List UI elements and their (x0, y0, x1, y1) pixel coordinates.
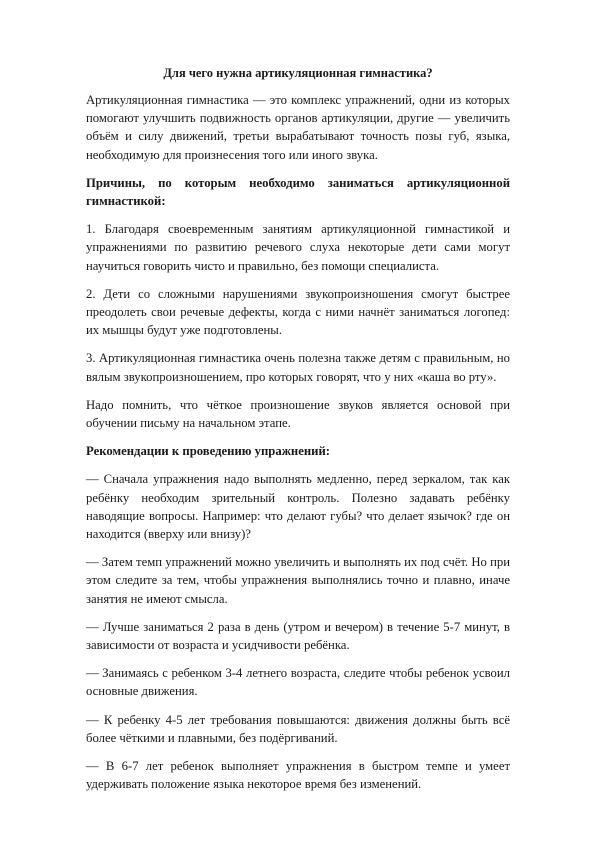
document-title: Для чего нужна артикуляционная гимнастика? (163, 66, 433, 80)
recommendation-item-1: — Сначала упражнения надо выполнять медленно, перед зеркалом, так как ребёнку необходим зрительный контроль. Полезно задавать ребёнку наводящие вопросы. Например: что делают губы? что делает язычок? где он находится (вверху или внизу)? (86, 472, 510, 542)
recommendation-item-3: — Лучше заниматься 2 раза в день (утром и вечером) в течение 5-7 минут, в зависимости от возраста и усидчивости ребёнка. (86, 619, 510, 653)
recommendation-item-6: — В 6-7 лет ребенок выполняет упражнения в быстром темпе и умеет удерживать положение языка некоторое время без изменений. (86, 759, 510, 792)
reminder-paragraph: Надо помнить, что чёткое произношение звуков является основой при обучении письму на начальном этапе. (86, 397, 510, 431)
recommendations-heading: Рекомендации к проведению упражнений: (86, 444, 330, 459)
reason-paragraph-1: 1. Благодаря своевременным занятиям артикуляционной гимнастикой и упражнениями по развитию речевого слуха некоторые дети сами могут научиться говорить чисто и правильно, без помощи специалиста. (86, 222, 510, 273)
reason-paragraph-3: 3. Артикуляционная гимнастика очень полезна также детям с правильным, но вялым звукопроизношением, про которых говорят, что у них «каша во рту». (86, 351, 510, 384)
reasons-heading: Причины, по которым необходимо заниматься артикуляционной гимнастикой: (86, 175, 510, 209)
recommendation-item-5: — К ребенку 4-5 лет требования повышаются: движения должны быть всё более чёткими и плавными, без подёргиваний. (86, 712, 510, 745)
document-page (86, 64, 510, 804)
recommendation-item-4: — Занимаясь с ребенком 3-4 летнего возраста, следите чтобы ребенок усвоил основные движения. (86, 666, 510, 699)
recommendation-item-2: — Затем темп упражнений можно увеличить и выполнять их под счёт. Но при этом следите за тем, чтобы упражнения выполнялись точно и плавно, иначе занятия не имеют смысла. (86, 555, 510, 606)
intro-paragraph: Артикуляционная гимнастика — это комплекс упражнений, одни из которых помогают улучшить подвижность органов артикуляции, другие — увеличить объём и силу движений, третьи вырабатывают точность позы губ, языка, необходимую для произнесения того или иного звука. (86, 93, 510, 162)
reason-paragraph-2: 2. Дети со сложными нарушениями звукопроизношения смогут быстрее преодолеть свои речевые дефекты, когда с ними начнёт заниматься логопед: их мышцы будут уже подготовлены. (86, 286, 510, 338)
